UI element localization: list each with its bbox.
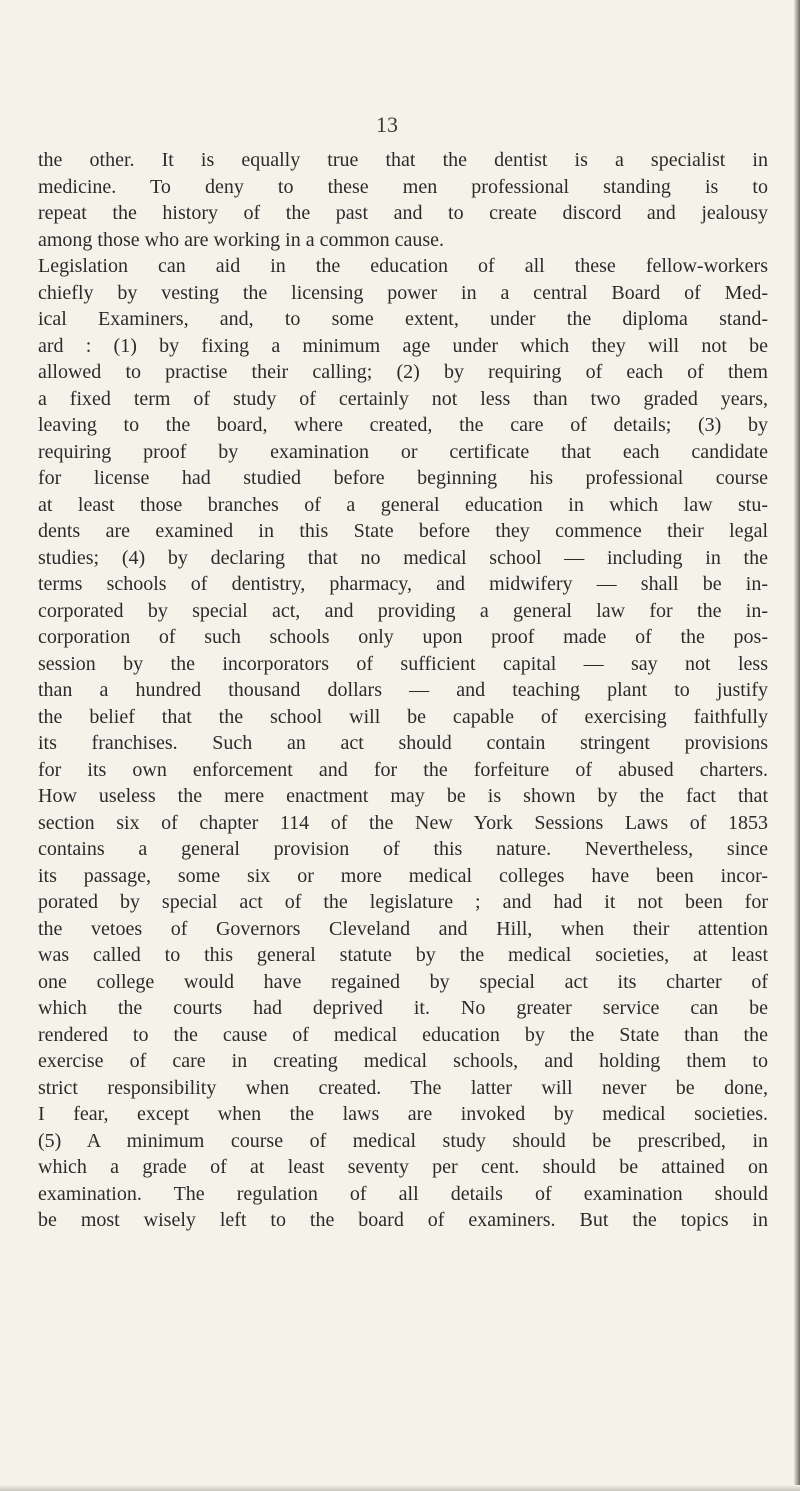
text-line: contains a general provision of this nature. Nevertheless, since (38, 838, 768, 860)
text-line: the belief that the school will be capable of exercising faithfully (38, 705, 768, 728)
text-line: repeat the history of the past and to create discord and jealousy (38, 202, 768, 224)
text-line: was called to this general statute by the medical societies, at least (38, 944, 768, 966)
text-line: leaving to the board, where created, the care of details; (3) by (38, 414, 768, 436)
text-line: I fear, except when the laws are invoked by medical societies. (38, 1103, 768, 1125)
text-line: examination. The regulation of all details of examination should (38, 1182, 768, 1205)
text-line: which the courts had deprived it. No greater service can be (38, 997, 768, 1019)
text-line: the other. It is equally true that the dentist is a specialist in (38, 149, 768, 171)
text-line: ical Examiners, and, to some extent, under the diploma stand- (38, 308, 768, 330)
text-line: for license had studied before beginning his professional course (38, 467, 768, 489)
text-line: chiefly by vesting the licensing power in a central Board of Med- (38, 281, 768, 304)
page-number: 13 (376, 112, 398, 137)
text-line: among those who are working in a common cause. (38, 228, 445, 251)
text-line: its franchises. Such an act should contain stringent provisions (38, 732, 768, 754)
text-line: terms schools of dentistry, pharmacy, and midwifery — shall be in- (38, 573, 768, 595)
text-line: which a grade of at least seventy per cent. should be attained on (38, 1156, 768, 1178)
page-edge-shadow (794, 0, 800, 1491)
body-text (38, 147, 768, 1234)
text-line: the vetoes of Governors Cleveland and Hill, when their attention (38, 917, 768, 940)
text-line: a fixed term of study of certainly not less than two graded years, (38, 387, 768, 410)
text-line: at least those branches of a general education in which law stu- (38, 493, 768, 516)
text-line: porated by special act of the legislature ; and had it not been for (38, 891, 768, 913)
page-bottom-edge (0, 1485, 800, 1491)
text-line: requiring proof by examination or certificate that each candidate (38, 440, 768, 463)
text-line: its passage, some six or more medical colleges have been incor- (38, 864, 768, 887)
text-line: exercise of care in creating medical schools, and holding them to (38, 1050, 768, 1072)
text-line: studies; (4) by declaring that no medical school — including in the (38, 546, 768, 569)
text-line: corporation of such schools only upon proof made of the pos- (38, 626, 768, 648)
text-line: section six of chapter 114 of the New York Sessions Laws of 1853 (38, 811, 768, 834)
text-line: corporated by special act, and providing a general law for the in- (38, 599, 768, 622)
text-line: for its own enforcement and for the forfeiture of abused charters. (38, 758, 768, 781)
text-line: dents are examined in this State before they commence their legal (38, 520, 768, 542)
text-line: Legislation can aid in the education of all these fellow-workers (38, 255, 768, 277)
text-line: medicine. To deny to these men professional standing is to (38, 175, 768, 198)
text-line: rendered to the cause of medical education by the State than the (38, 1023, 768, 1046)
text-line: ard : (1) by fixing a minimum age under which they will not be (38, 334, 768, 357)
text-line: allowed to practise their calling; (2) by requiring of each of them (38, 361, 768, 383)
text-line: session by the incorporators of sufficient capital — say not less (38, 652, 768, 675)
text-line: one college would have regained by special act its charter of (38, 970, 768, 993)
text-line: (5) A minimum course of medical study should be prescribed, in (38, 1129, 768, 1152)
text-line: strict responsibility when created. The latter will never be done, (38, 1076, 768, 1099)
text-line: How useless the mere enactment may be is shown by the fact that (38, 785, 768, 807)
text-line: be most wisely left to the board of examiners. But the topics in (38, 1209, 768, 1231)
text-line: than a hundred thousand dollars — and teaching plant to justify (38, 679, 768, 701)
